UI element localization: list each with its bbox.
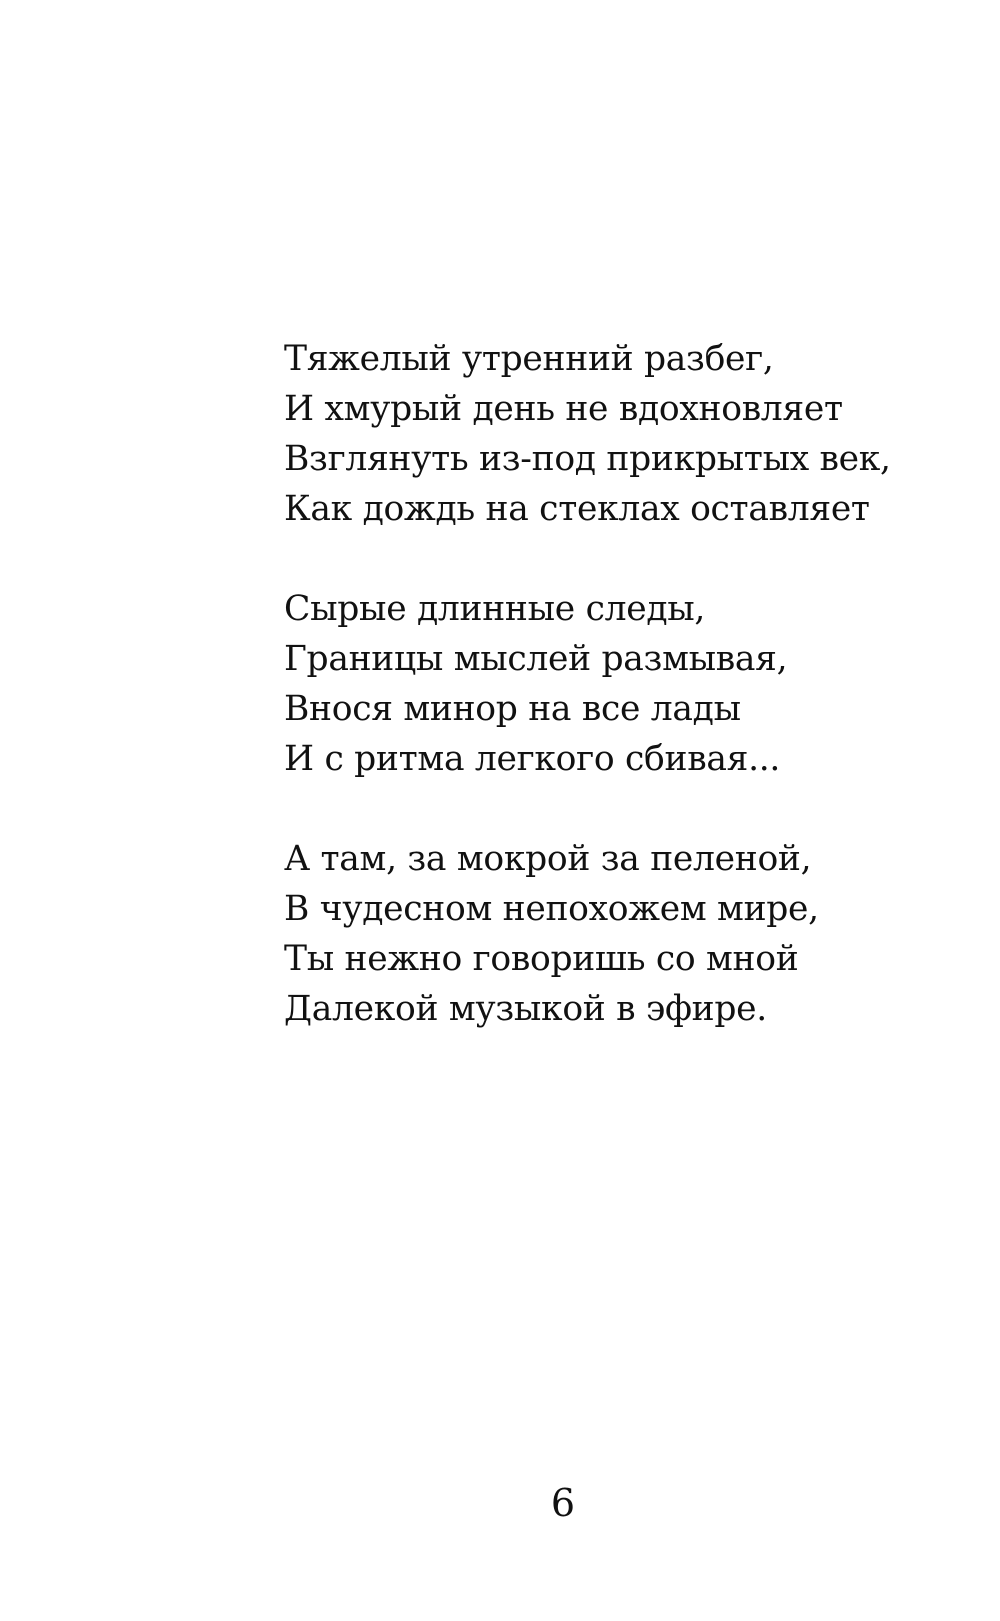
poem-line: И с ритма легкого сбивая...	[284, 739, 781, 779]
poem-line: Сырые длинные следы,	[284, 589, 706, 629]
poem-line: Далекой музыкой в эфире.	[284, 989, 767, 1029]
poem-line: В чудесном непохожем мире,	[284, 889, 819, 929]
poem	[284, 334, 964, 1034]
poem-line: Как дождь на стеклах оставляет	[284, 489, 870, 529]
poem-line: Внося минор на все лады	[284, 689, 741, 729]
poem-line: Ты нежно говоришь со мной	[284, 939, 799, 979]
poem-line: И хмурый день не вдохновляет	[284, 389, 843, 429]
poem-line: Тяжелый утренний разбег,	[284, 339, 774, 379]
stanza-3	[284, 834, 964, 1034]
poem-line: Границы мыслей размывая,	[284, 639, 788, 679]
poem-line: А там, за мокрой за пеленой,	[284, 839, 812, 879]
stanza-1	[284, 334, 964, 534]
stanza-2	[284, 584, 964, 784]
poem-line: Взглянуть из-под прикрытых век,	[284, 439, 891, 479]
page-number: 6	[550, 1481, 576, 1525]
